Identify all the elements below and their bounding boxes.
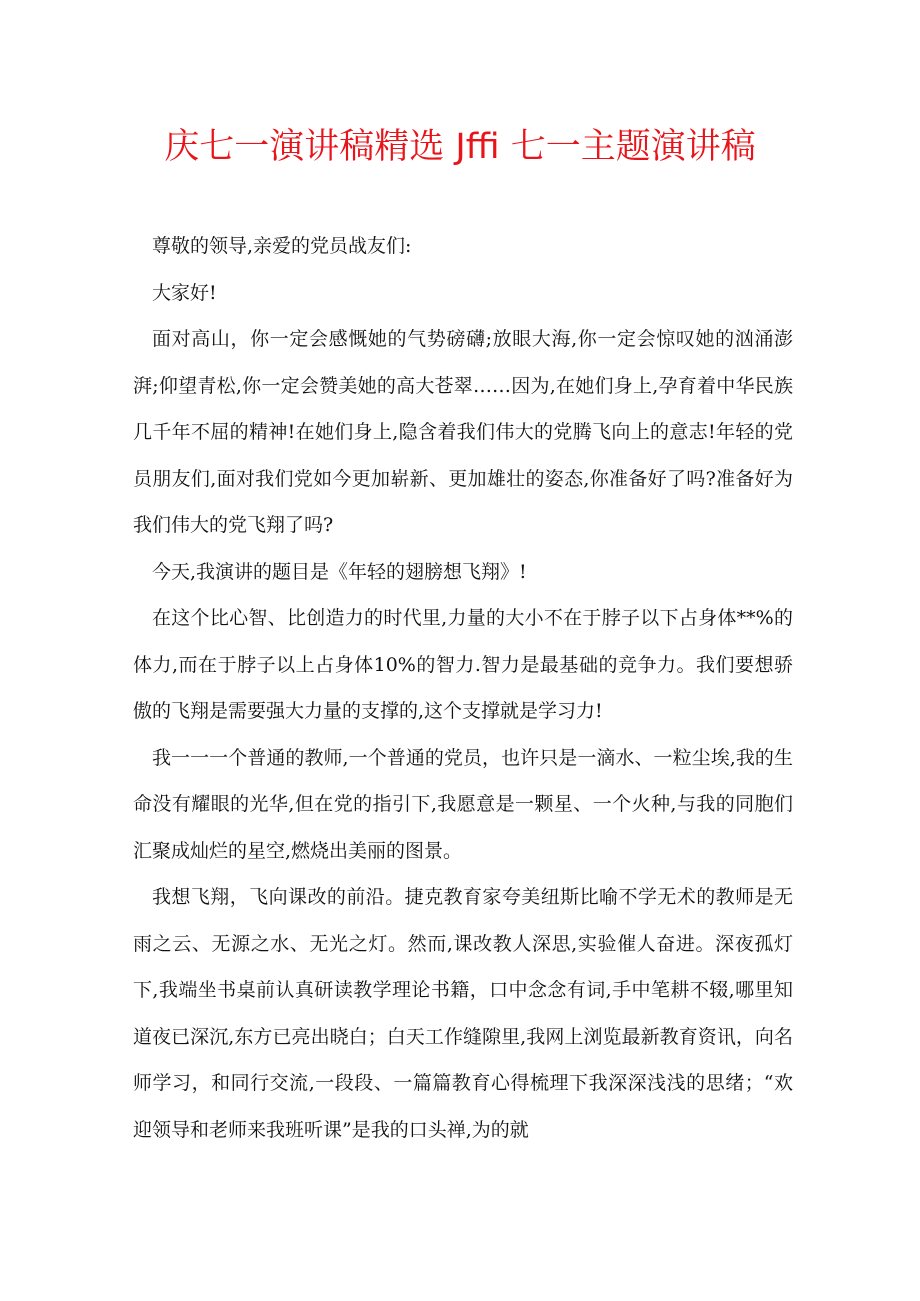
body-paragraph: 在这个比心智、比创造力的时代里,力量的大小不在于脖子以下占身体**%的体力,而在于脖子以上占身体10%的智力.智力是最基础的竞争力。我们要想骄傲的飞翔是需要强大力量的支撑的,这个支撑就是学习力! — [133, 607, 793, 722]
topic-paragraph: 今天,我演讲的题目是《年轻的翅膀想飞翔》! — [152, 560, 527, 583]
body-paragraph: 我一一一个普通的教师,一个普通的党员，也许只是一滴水、一粒尘埃,我的生命没有耀眼的光华,但在党的指引下,我愿意是一颗星、一个火种,与我的同胞们汇聚成灿烂的星空,燃烧出美丽的图景。 — [133, 746, 793, 862]
body-paragraph: 我想飞翔，飞向课改的前沿。捷克教育家夸美纽斯比喻不学无术的教师是无雨之云、无源之水、无光之灯。然而,课改教人深思,实验催人奋进。深夜孤灯下,我端坐书桌前认真研读教学理论书籍，口中念念有词,手中笔耕不辍,哪里知道夜已深沉,东方已亮出晓白；白天工作缝隙里,我网上浏览最新教育资讯，向名师学习，和同行交流,一段段、一篇篇教育心得梳理下我深深浅浅的思绪；“欢迎领导和老师来我班听课”是我的口头禅,为的就 — [133, 886, 793, 1141]
salutation-paragraph: 尊敬的领导,亲爱的党员战友们: — [152, 235, 412, 257]
body-paragraph: 面对高山，你一定会感慨她的气势磅礴;放眼大海,你一定会惊叹她的汹涌澎湃;仰望青松,你一定会赞美她的高大苍翠……因为,在她们身上,孕育着中华民族几千年不屈的精神!在她们身上,隐含着我们伟大的党腾飞向上的意志!年轻的党员朋友们,面对我们党如今更加崭新、更加雄壮的姿态,你准备好了吗?准备好为我们伟大的党飞翔了吗? — [133, 328, 793, 536]
page-title: 庆七一演讲稿精选 Jffi 七一主题演讲稿 — [164, 127, 756, 167]
document-body — [133, 223, 793, 1153]
greeting-paragraph: 大家好! — [152, 281, 217, 304]
